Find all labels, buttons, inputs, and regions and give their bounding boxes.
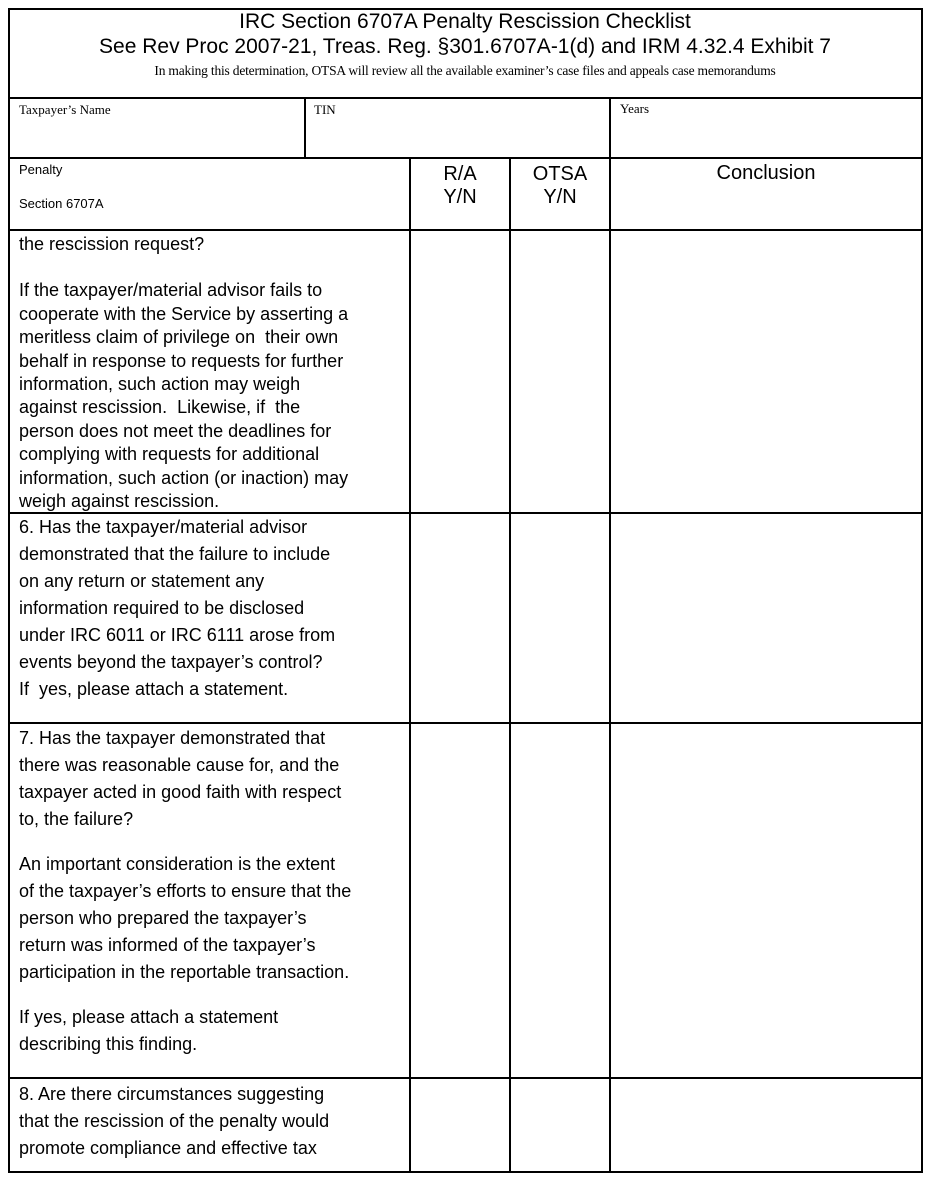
question-line: events beyond the taxpayer’s control? bbox=[19, 652, 323, 672]
question-line: under IRC 6011 or IRC 6111 arose from bbox=[19, 625, 336, 645]
otsa-yn: Y/N bbox=[543, 186, 577, 208]
form-note: In making this determination, OTSA will review all the available examiner’s case files and appeals case memorandums bbox=[154, 63, 776, 78]
question-line: 8. Are there circumstances suggesting bbox=[19, 1084, 325, 1104]
question-line: describing this finding. bbox=[19, 1034, 198, 1054]
years-label: Years bbox=[620, 101, 650, 116]
question-line: person who prepared the taxpayer’s bbox=[19, 908, 307, 928]
question-line: information, such action (or inaction) may bbox=[19, 467, 349, 488]
question-line: person does not meet the deadlines for bbox=[19, 420, 332, 441]
question-paragraph bbox=[19, 279, 409, 513]
question-line: cooperate with the Service by asserting a bbox=[19, 303, 349, 324]
question-line: complying with requests for additional bbox=[19, 444, 320, 465]
question-line: that the rescission of the penalty would bbox=[19, 1111, 330, 1131]
ra-header bbox=[411, 163, 509, 209]
question-line: of the taxpayer’s efforts to ensure that the bbox=[19, 881, 352, 901]
question-line: information required to be disclosed bbox=[19, 598, 305, 618]
row-question bbox=[19, 1081, 409, 1162]
question-paragraph bbox=[19, 1004, 409, 1058]
row-question bbox=[19, 233, 409, 513]
question-line: 6. Has the taxpayer/material advisor bbox=[19, 517, 308, 537]
question-line: the rescission request? bbox=[19, 234, 205, 254]
tin-field[interactable] bbox=[306, 99, 609, 157]
question-line: on any return or statement any bbox=[19, 571, 265, 591]
conclusion-cell[interactable] bbox=[611, 231, 921, 512]
ra-label: R/A bbox=[443, 163, 477, 185]
question-line: participation in the reportable transaction. bbox=[19, 962, 350, 982]
taxpayer-name-label: Taxpayer’s Name bbox=[19, 102, 111, 117]
tin-label: TIN bbox=[314, 102, 336, 117]
question-line: behalf in response to requests for further bbox=[19, 350, 344, 371]
form-reference: See Rev Proc 2007-21, Treas. Reg. §301.6707A-1(d) and IRM 4.32.4 Exhibit 7 bbox=[99, 35, 831, 58]
years-field[interactable] bbox=[611, 99, 921, 157]
ra-yn: Y/N bbox=[443, 186, 477, 208]
question-paragraph bbox=[19, 233, 409, 256]
taxpayer-name-field[interactable] bbox=[10, 99, 304, 157]
question-line: to, the failure? bbox=[19, 809, 134, 829]
question-paragraph bbox=[19, 514, 409, 703]
section-label: Section 6707A bbox=[19, 196, 104, 211]
question-paragraph bbox=[19, 1081, 409, 1162]
row-question bbox=[19, 514, 409, 703]
divider bbox=[8, 1077, 923, 1079]
question-line: An important consideration is the extent bbox=[19, 854, 336, 874]
penalty-label: Penalty bbox=[19, 162, 63, 177]
question-line: there was reasonable cause for, and the bbox=[19, 755, 340, 775]
question-line: weigh against rescission. bbox=[19, 491, 220, 512]
question-line: taxpayer acted in good faith with respect bbox=[19, 782, 342, 802]
question-line: against rescission. Likewise, if the bbox=[19, 397, 301, 418]
divider bbox=[8, 157, 923, 159]
question-line: information, such action may weigh bbox=[19, 374, 301, 395]
question-line: promote compliance and effective tax bbox=[19, 1138, 317, 1158]
otsa-label: OTSA bbox=[532, 163, 588, 185]
question-line: If yes, please attach a statement. bbox=[19, 679, 289, 699]
otsa-answer-cell[interactable] bbox=[511, 231, 609, 512]
question-line: return was informed of the taxpayer’s bbox=[19, 935, 316, 955]
question-line: 7. Has the taxpayer demonstrated that bbox=[19, 728, 326, 748]
ra-answer-cell[interactable] bbox=[411, 231, 509, 512]
otsa-header bbox=[511, 163, 609, 209]
question-line: meritless claim of privilege on their own bbox=[19, 327, 339, 348]
question-line: If yes, please attach a statement bbox=[19, 1007, 279, 1027]
question-paragraph bbox=[19, 725, 409, 833]
conclusion-header: Conclusion bbox=[716, 162, 816, 184]
form-title: IRC Section 6707A Penalty Rescission Checklist bbox=[239, 10, 691, 33]
row-question bbox=[19, 725, 409, 1058]
divider bbox=[8, 722, 923, 724]
question-paragraph bbox=[19, 851, 409, 986]
question-line: If the taxpayer/material advisor fails to bbox=[19, 280, 323, 301]
question-line: demonstrated that the failure to include bbox=[19, 544, 331, 564]
